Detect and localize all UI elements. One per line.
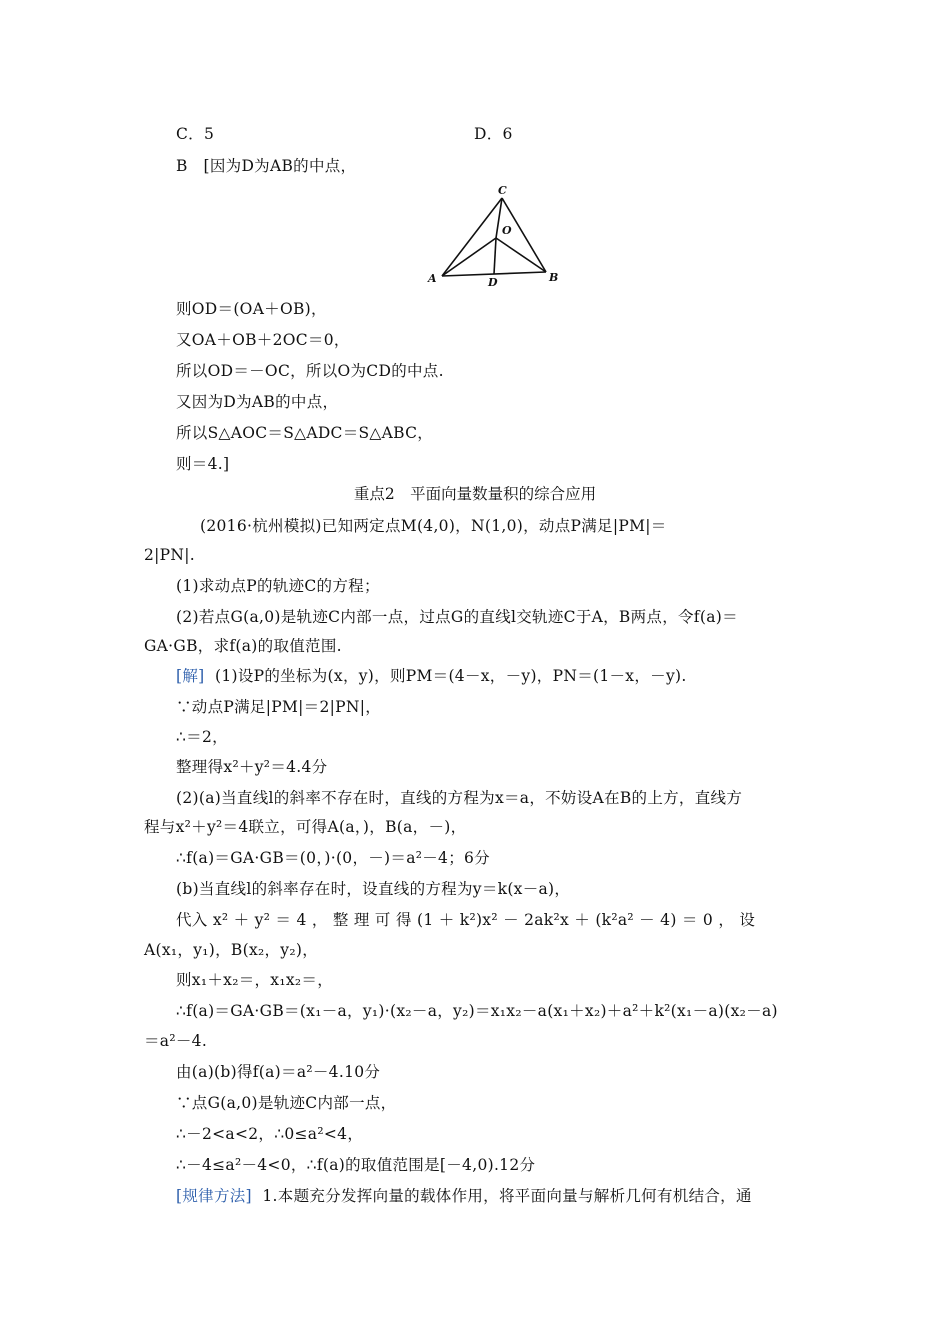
solution-text-1: (1)设P的坐标为(x，y)，则PM＝(4－x，－y)，PN＝(1－x，－y).: [214, 667, 687, 685]
segment-oa: [442, 238, 496, 276]
solution-line-3: ∴＝2，: [176, 728, 228, 746]
solution-line-11: 由(a)(b)得f(a)＝a²－4.10分: [176, 1063, 381, 1081]
line-result: 则＝4.]: [176, 455, 230, 473]
triangle-lines: [442, 198, 546, 276]
method-text: 1.本题充分发挥向量的载体作用，将平面向量与解析几何有机结合，通: [262, 1187, 752, 1205]
option-d: D．6: [474, 125, 513, 143]
line-sum: 又OA＋OB＋2OC＝0，: [176, 331, 350, 349]
question-2-line-2: GA·GB，求f(a)的取值范围.: [144, 637, 342, 655]
solution-line-14: ∴－4≤a²－4<0，∴f(a)的取值范围是[－4,0).12分: [176, 1156, 536, 1174]
solution-line-8b: A(x₁，y₁)，B(x₂，y₂)，: [144, 941, 319, 959]
answer-intro: B [因为D为AB的中点，: [176, 157, 357, 175]
option-c: C．5: [176, 125, 215, 143]
label-o: O: [502, 224, 512, 237]
problem-line-2: 2|PN|.: [144, 546, 196, 564]
label-a: A: [428, 272, 437, 285]
solution-line-1: [176, 666, 687, 686]
edge-ca: [442, 198, 502, 276]
label-c: C: [498, 184, 507, 197]
method-line: [176, 1186, 808, 1206]
solution-line-10b: ＝a²－4.: [144, 1032, 208, 1050]
solution-line-4: 整理得x²＋y²＝4.4分: [176, 758, 328, 776]
label-b: B: [549, 271, 559, 284]
line-midpoint: 所以OD＝－OC，所以O为CD的中点.: [176, 362, 444, 380]
solution-line-8a: 代入 x² ＋ y² ＝ 4 ， 整 理 可 得 (1 ＋ k²)x² － 2ak²x ＋ (k²a² － 4) ＝ 0 ， 设: [176, 911, 756, 929]
segment-ob: [496, 238, 546, 272]
segment-od: [494, 238, 496, 274]
triangle-figure: [418, 182, 568, 290]
solution-line-2: ∵动点P满足|PM|＝2|PN|，: [176, 698, 382, 716]
solution-line-13: ∴－2<a<2，∴0≤a²<4，: [176, 1125, 364, 1143]
question-1: (1)求动点P的轨迹C的方程；: [176, 577, 380, 595]
line-od: 则OD＝(OA＋OB)，: [176, 300, 327, 318]
solution-line-9: 则x₁＋x₂＝，x₁x₂＝，: [176, 971, 334, 989]
question-2-line-1: (2)若点G(a,0)是轨迹C内部一点，过点G的直线l交轨迹C于A，B两点，令f(a)＝: [176, 608, 738, 626]
section-title: 重点2 平面向量数量积的综合应用: [353, 485, 597, 503]
solution-line-7: (b)当直线l的斜率存在时，设直线的方程为y＝k(x－a)，: [176, 880, 571, 898]
problem-line-1: (2016·杭州模拟)已知两定点M(4,0)，N(1,0)，动点P满足|PM|＝: [200, 517, 667, 535]
method-tag: [规律方法]: [176, 1187, 252, 1205]
solution-line-5b: 程与x²＋y²＝4联立，可得A(a，)，B(a，－)，: [144, 818, 467, 836]
solution-line-5a: (2)(a)当直线l的斜率不存在时，直线的方程为x＝a，不妨设A在B的上方，直线方: [176, 789, 743, 807]
solution-tag: [解]: [176, 667, 205, 685]
solution-line-6: ∴f(a)＝GA·GB＝(0，)·(0，－)＝a²－4；6分: [176, 849, 490, 867]
label-d: D: [488, 276, 498, 289]
solution-line-10a: ∴f(a)＝GA·GB＝(x₁－a，y₁)·(x₂－a，y₂)＝x₁x₂－a(x₁＋x₂)＋a²＋k²(x₁－a)(x₂－a): [176, 1002, 778, 1020]
line-d-midpoint: 又因为D为AB的中点，: [176, 393, 339, 411]
line-areas: 所以S△AOC＝S△ADC＝S△ABC，: [176, 424, 434, 442]
solution-line-12: ∵点G(a,0)是轨迹C内部一点，: [176, 1094, 397, 1112]
